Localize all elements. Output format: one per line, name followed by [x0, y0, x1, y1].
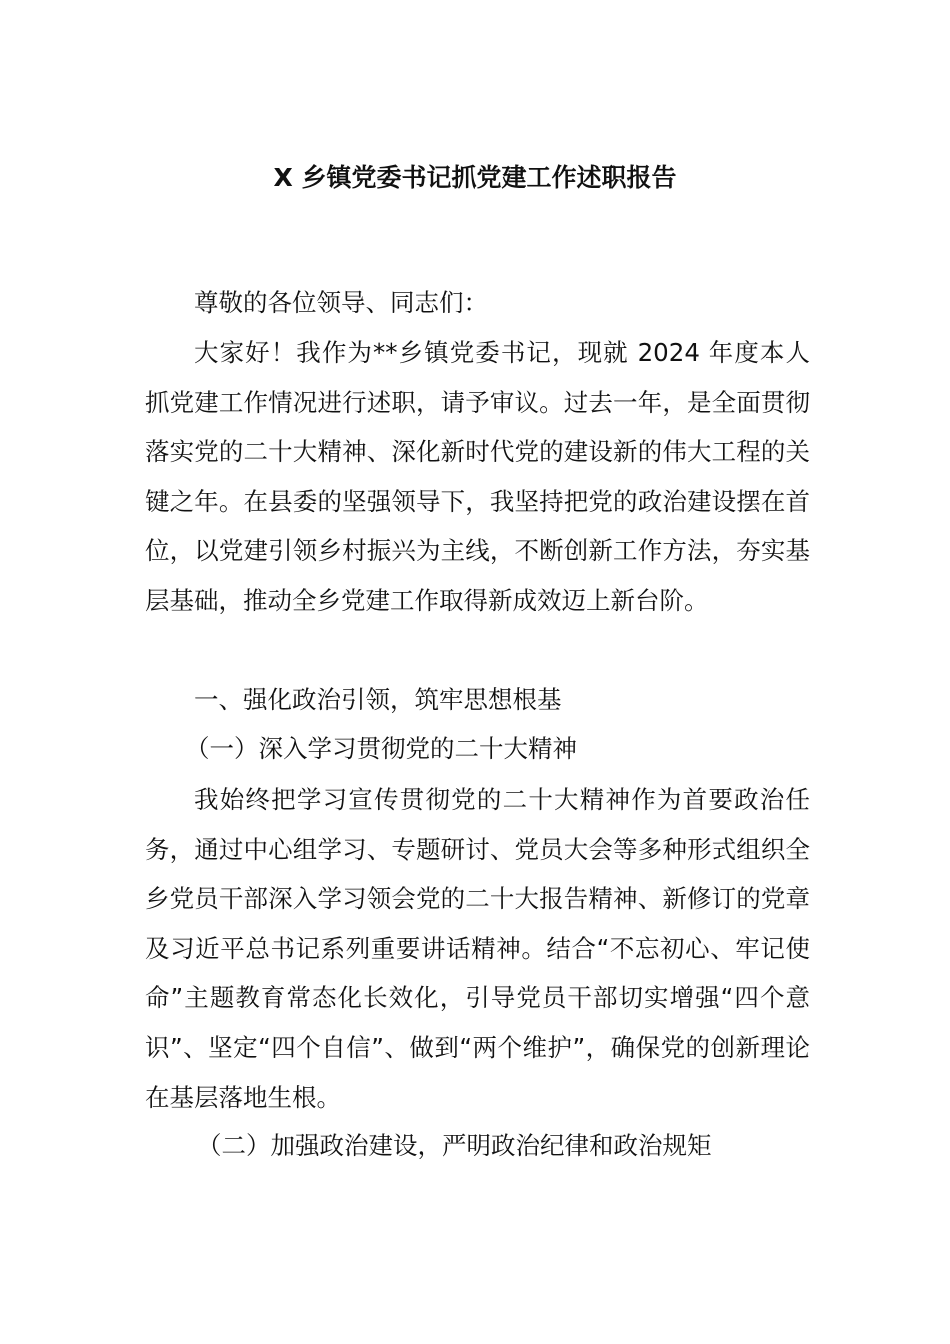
salutation: 尊敬的各位领导、同志们：: [194, 288, 488, 317]
intro-paragraph: 大家好！我作为**乡镇党委书记，现就 2024 年度本人抓党建工作情况进行述职，请予审议。过去一年，是全面贯彻落实党的二十大精神、深化新时代党的建设新的伟大工程的关键之年。在县委的坚强领导下，我坚持把党的政治建设摆在首位，以党建引领乡村振兴为主线，不断创新工作方法，夯实基层基础，推动全乡党建工作取得新成效迈上新台阶。: [145, 338, 810, 615]
subsection-heading-1: （一）深入学习贯彻党的二十大精神: [185, 734, 577, 763]
subsection-heading-2: （二）加强政治建设，严明政治纪律和政治规矩: [197, 1131, 712, 1160]
section-heading-1: 一、强化政治引领，筑牢思想根基: [194, 685, 562, 714]
document-title: X 乡镇党委书记抓党建工作述职报告: [273, 163, 677, 192]
subsection-1-body: 我始终把学习宣传贯彻党的二十大精神作为首要政治任务，通过中心组学习、专题研讨、党员大会等多种形式组织全乡党员干部深入学习领会党的二十大报告精神、新修订的党章及习近平总书记系列重要讲话精神。结合“不忘初心、牢记使命”主题教育常态化长效化，引导党员干部切实增强“四个意识”、坚定“四个自信”、做到“两个维护”，确保党的创新理论在基层落地生根。: [145, 785, 810, 1112]
